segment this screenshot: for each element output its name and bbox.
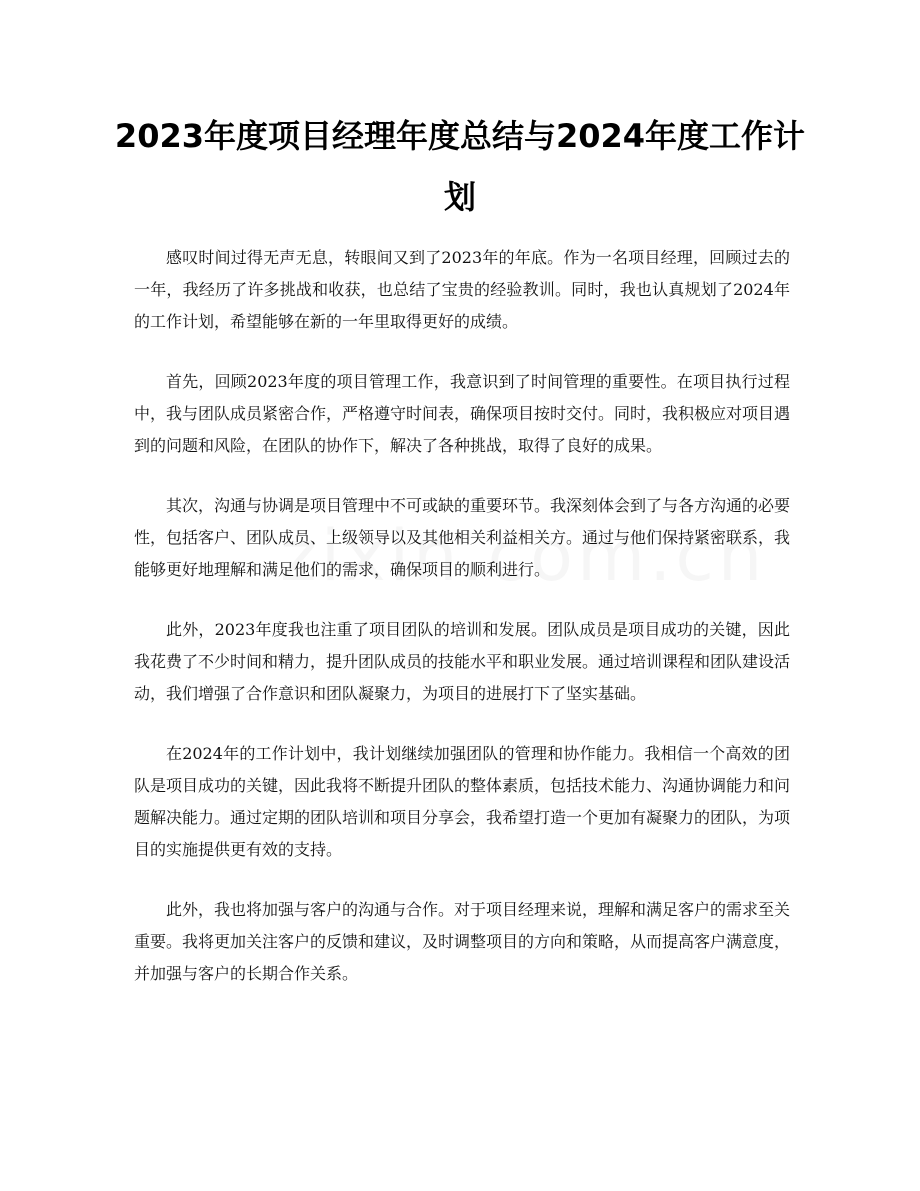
paragraph-2: 首先，回顾2023年度的项目管理工作，我意识到了时间管理的重要性。在项目执行过程中，我与团队成员紧密合作，严格遵守时间表，确保项目按时交付。同时，我积极应对项目遇到的问题和风险，在团队的协作下，解决了各种挑战，取得了良好的成果。 xyxy=(134,372,791,455)
document-title: 2023年度项目经理年度总结与2024年度工作计划 xyxy=(114,117,806,216)
paragraph-6: 此外，我也将加强与客户的沟通与合作。对于项目经理来说，理解和满足客户的需求至关重要。我将更加关注客户的反馈和建议，及时调整项目的方向和策略，从而提高客户满意度，并加强与客户的长期合作关系。 xyxy=(134,900,791,983)
paragraph-3: 其次，沟通与协调是项目管理中不可或缺的重要环节。我深刻体会到了与各方沟通的必要性，包括客户、团队成员、上级领导以及其他相关利益相关方。通过与他们保持紧密联系，我能够更好地理解和满足他们的需求，确保项目的顺利进行。 xyxy=(134,496,791,579)
paragraph-1: 感叹时间过得无声无息，转眼间又到了2023年的年底。作为一名项目经理，回顾过去的一年，我经历了许多挑战和收获，也总结了宝贵的经验教训。同时，我也认真规划了2024年的工作计划，希望能够在新的一年里取得更好的成绩。 xyxy=(134,248,790,331)
paragraph-4: 此外，2023年度我也注重了项目团队的培训和发展。团队成员是项目成功的关键，因此我花费了不少时间和精力，提升团队成员的技能水平和职业发展。通过培训课程和团队建设活动，我们增强了合作意识和团队凝聚力，为项目的进展打下了坚实基础。 xyxy=(134,620,791,703)
paragraph-5: 在2024年的工作计划中，我计划继续加强团队的管理和协作能力。我相信一个高效的团队是项目成功的关键，因此我将不断提升团队的整体素质，包括技术能力、沟通协调能力和问题解决能力。通过定期的团队培训和项目分享会，我希望打造一个更加有凝聚力的团队，为项目的实施提供更有效的支持。 xyxy=(134,744,791,859)
document-body xyxy=(134,242,790,1018)
